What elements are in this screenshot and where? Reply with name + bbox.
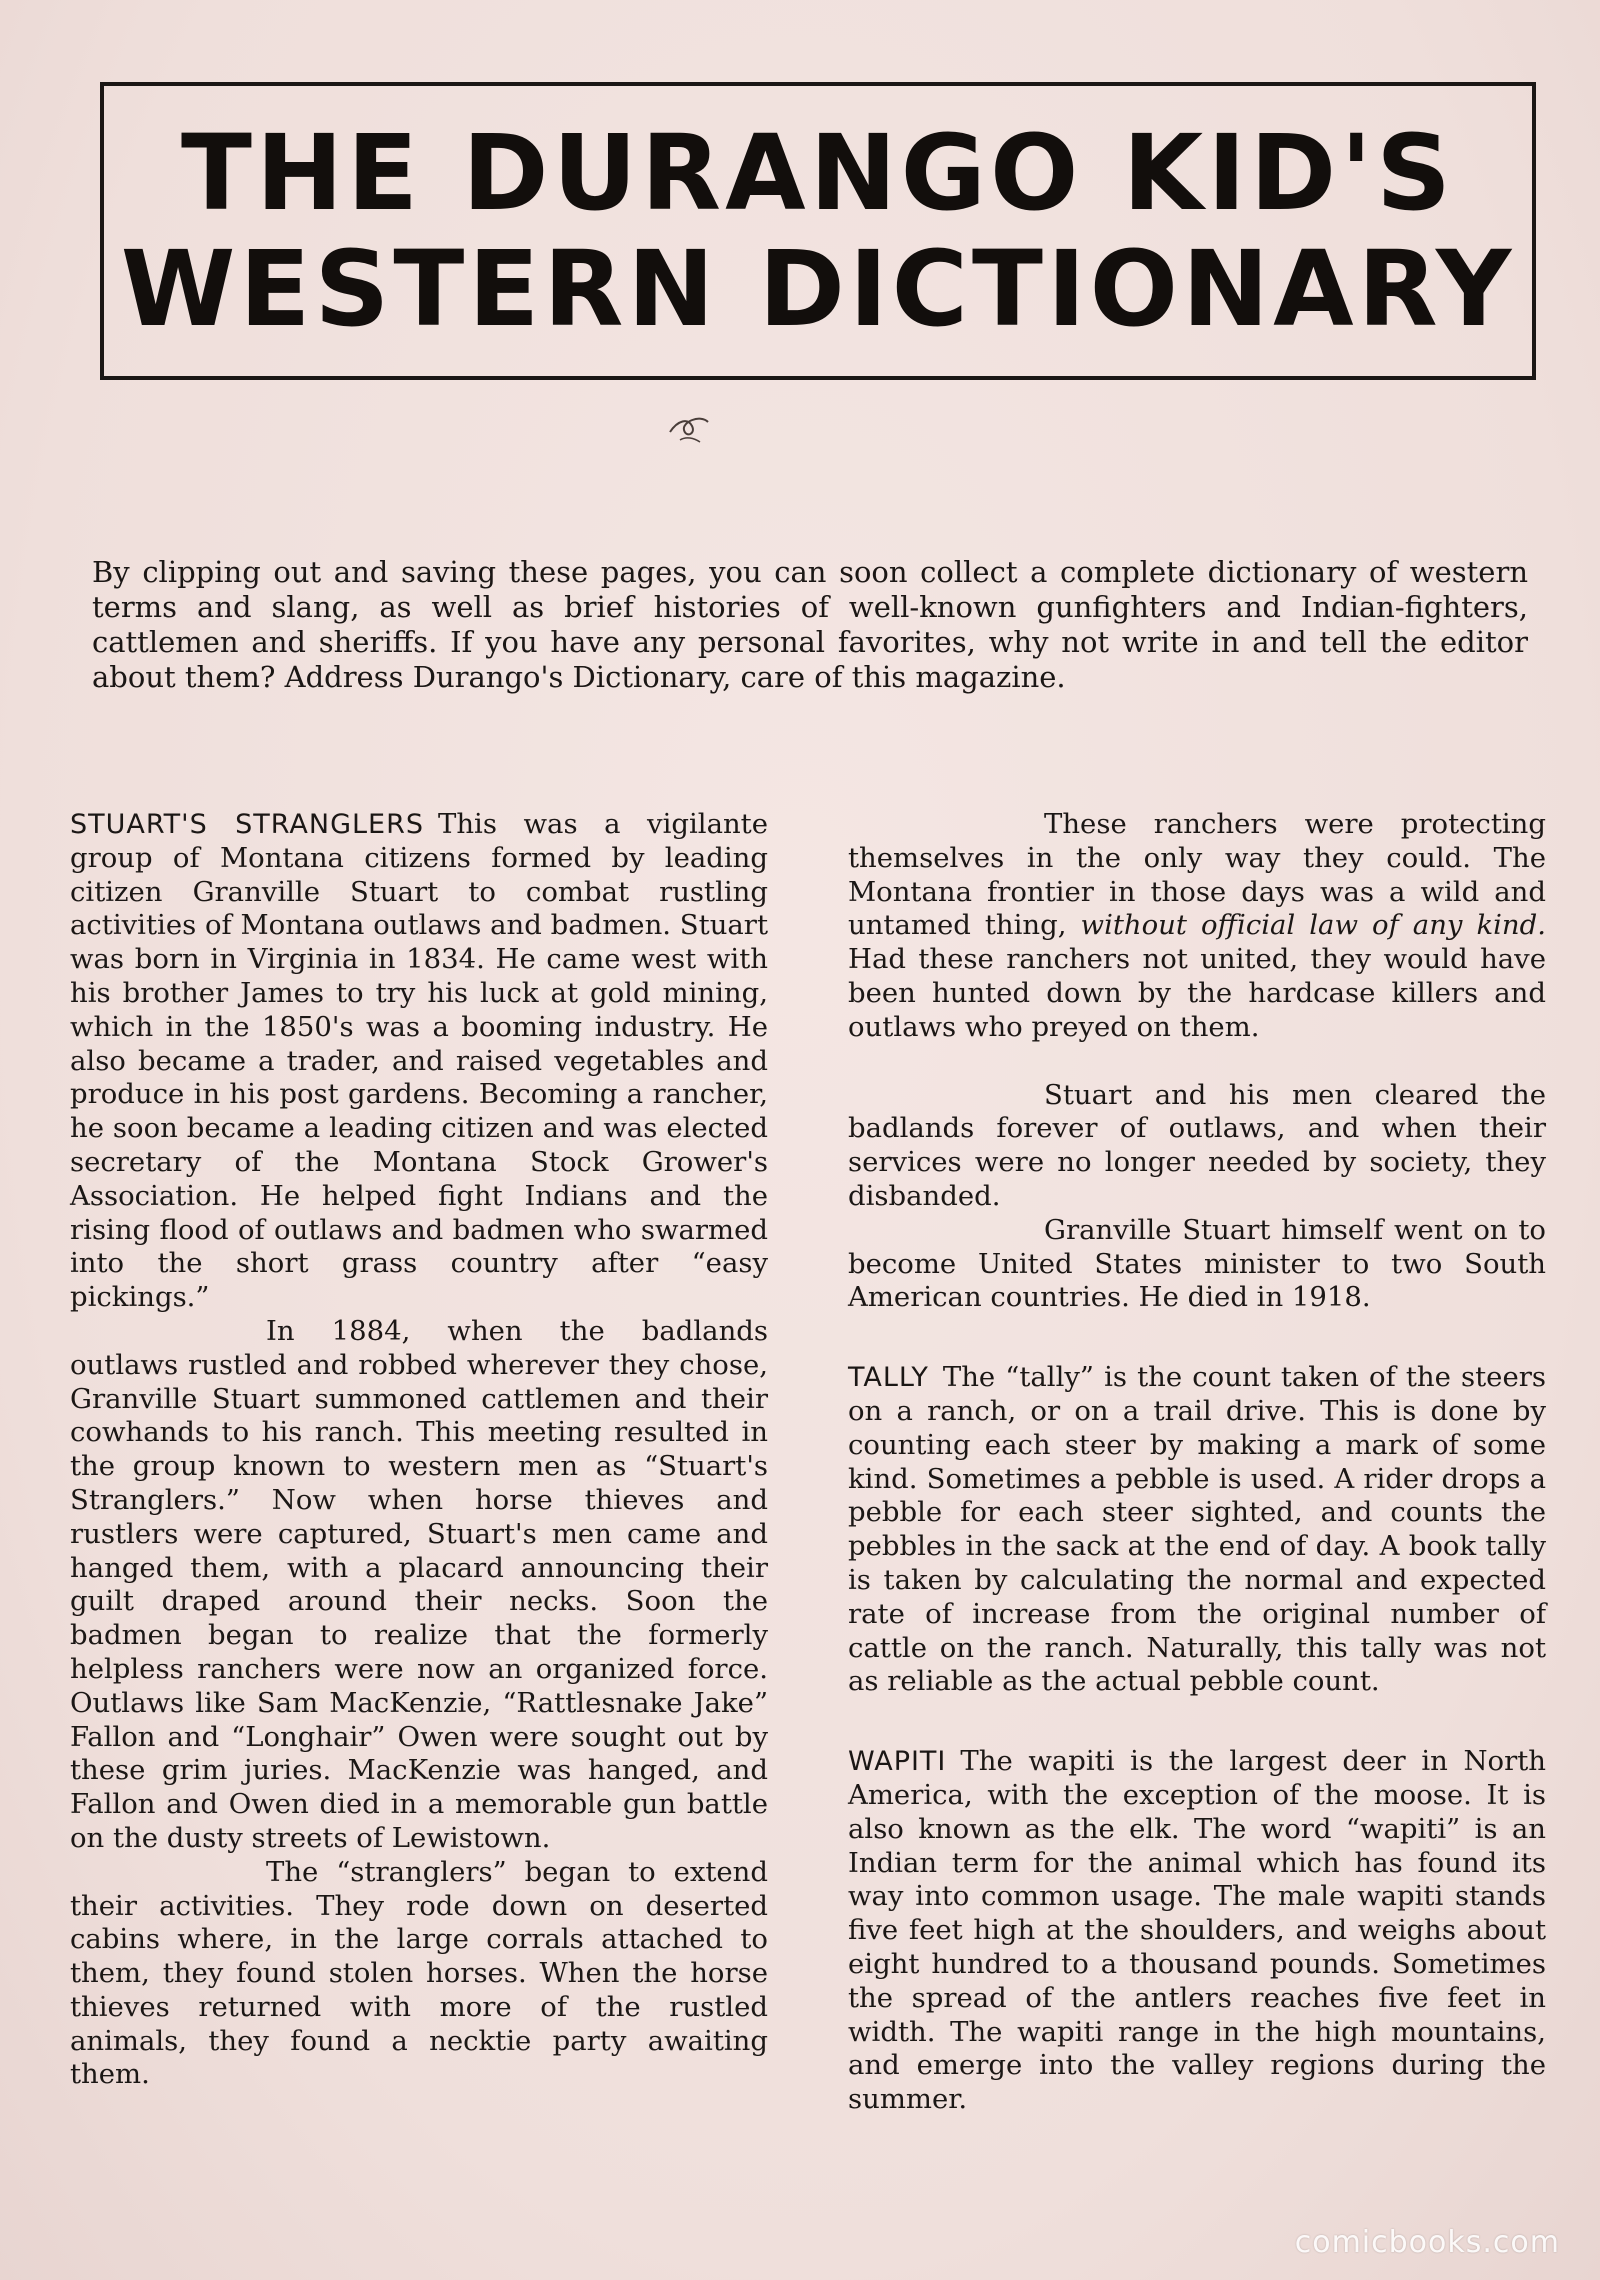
stuart-entry-p5: Stuart and his men cleared the badlands forever of outlaws, and when their services were no longer needed by society, they disbanded. [848,1078,1546,1212]
stuart-entry-p1 [70,808,768,1315]
stuart-p4-emphasis: without official law of any kind. [1080,909,1546,942]
right-column [848,808,1546,2117]
flourish-ornament-icon [660,400,720,450]
title-line-2: WESTERN DICTIONARY [120,228,1516,350]
watermark: comicbooks.com [1294,2225,1560,2260]
stuart-entry-p6: Granville Stuart himself went on to become United States minister to two South American countries. He died in 1918. [848,1213,1546,1314]
title-line-1: THE DURANGO KID'S [181,112,1455,234]
wapiti-text: The wapiti is the largest deer in North America, with the exception of the moose. It is also known as the elk. The word “wapiti” is an Indian term for the animal which has found its way into common usage. The male wapiti stands five feet high at the shoulders, and weighs about eight hundred to a thousand pounds. Sometimes the spread of the antlers reaches five feet in width. The wapiti range in the high mountains, and emerge into the valley regions during the summer. [848,1745,1546,2116]
wapiti-entry [848,1745,1546,2117]
entry-heading-stuarts-stranglers: STUART'S STRANGLERS [70,809,424,840]
stuart-entry-p2: In 1884, when the badlands outlaws rustled and robbed wherever they chose, Granville Stuart summoned cattlemen and their cowhands to his ranch. This meeting resulted in the group known to western men as “Stuart's Stranglers.” Now when horse thieves and rustlers were captured, Stuart's men came and hanged them, with a placard announcing their guilt draped around their necks. Soon the badmen began to realize that the formerly helpless ranchers were now an organized force. Outlaws like Sam MacKenzie, “Rattlesnake Jake” Fallon and “Longhair” Owen were sought out by these grim juries. MacKenzie was hanged, and Fallon and Owen died in a memorable gun battle on the dusty streets of Lewistown. [70,1314,768,1854]
title-box [100,82,1536,380]
entry-heading-tally: TALLY [848,1362,929,1394]
stuart-entry-p3: The “stranglers” began to extend their activities. They rode down on deserted cabins where, in the large corrals attached to them, they found stolen horses. When the horse thieves returned with more of the rustled animals, they found a necktie party awaiting them. [70,1855,768,2091]
tally-entry [848,1361,1546,1699]
left-column [70,808,768,2092]
tally-text: The “tally” is the count taken of the steers on a ranch, or on a trail drive. This is done by counting each steer by making a mark of some kind. Sometimes a pebble is used. A rider drops a pebble for each steer sighted, and counts the pebbles in the sack at the end of day. A book tally is taken by calculating the normal and expected rate of increase from the original number of cattle on the ranch. Naturally, this tally was not as reliable as the actual pebble count. [848,1361,1546,1698]
stuart-p1-text: This was a vigilante group of Montana citizens formed by leading citizen Granville Stuart to combat rustling activities of Montana outlaws and badmen. Stuart was born in Virginia in 1834. He came west with his brother James to try his luck at gold mining, which in the 1850's was a booming industry. He also became a trader, and raised vegetables and produce in his post gardens. Becoming a rancher, he soon became a leading citizen and was elected secretary of the Montana Stock Grower's Association. He helped fight Indians and the rising flood of outlaws and badmen who swarmed into the short grass country after “easy pickings.” [70,808,768,1314]
intro-paragraph: By clipping out and saving these pages, you can soon collect a complete dictionary of western terms and slang, as well as brief histories of well-known gunfighters and Indian-fighters, cattlemen and sheriffs. If you have any personal favorites, why not write in and tell the editor about them? Address Durango's Dictionary, care of this magazine. [92,555,1528,694]
stuart-entry-p4 [848,808,1546,1045]
entry-heading-wapiti: WAPITI [848,1746,947,1778]
stuart-p4-end: Had these ranchers not united, they would have been hunted down by the hardcase killers and outlaws who preyed on them. [848,943,1546,1043]
stuart-p4-start: These ranchers were protecting themselves in the only way they could. The Montana frontier in those days was a wild and untamed thing, [848,808,1546,942]
